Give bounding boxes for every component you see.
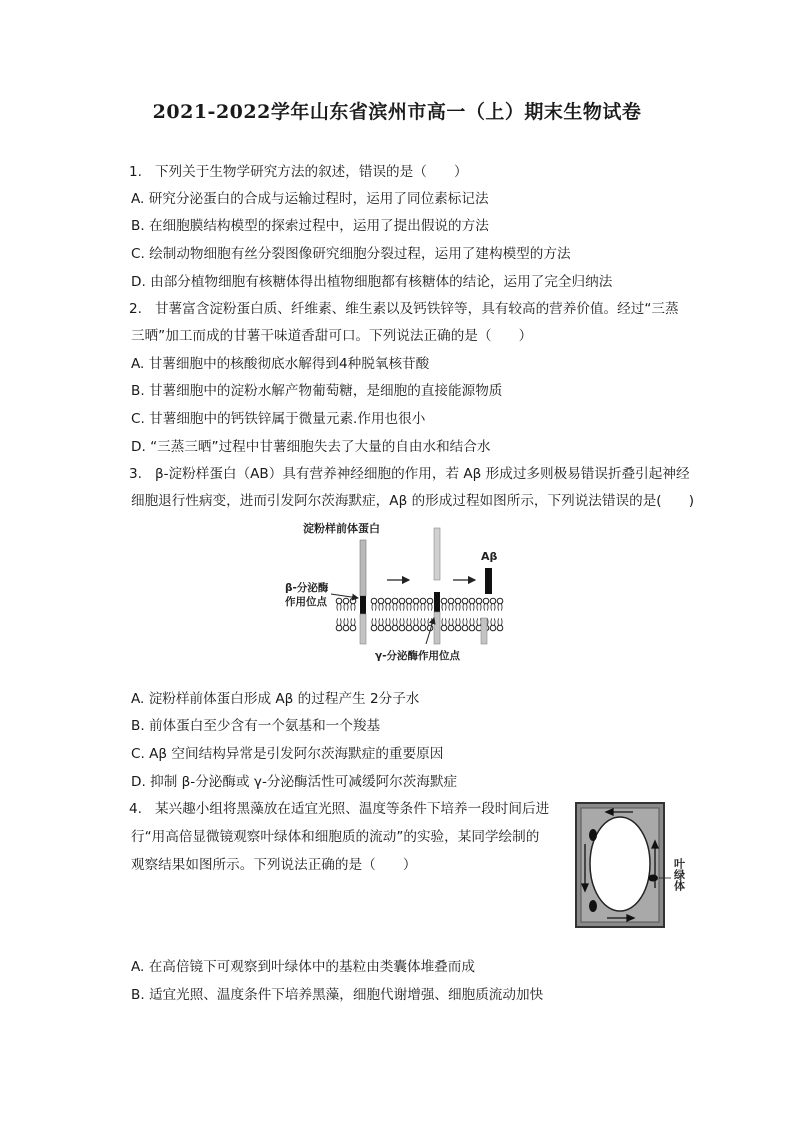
option-b: B. 在细胞膜结构模型的探索过程中，运用了提出假说的方法: [131, 218, 489, 234]
option-a: A. 在高倍镜下可观察到叶绿体中的基粒由类囊体堆叠而成: [131, 959, 475, 975]
option-a: A. 淀粉样前体蛋白形成 Aβ 的过程产生 2分子水: [131, 691, 420, 707]
option-b: B. 前体蛋白至少含有一个氨基和一个羧基: [131, 718, 381, 734]
option-d: D. 抑制 β-分泌酶或 γ-分泌酶活性可减缓阿尔茨海默症: [131, 774, 458, 790]
vacuole: [590, 817, 650, 911]
abeta-fragment: [485, 568, 492, 594]
app-processing-figure: [283, 518, 523, 666]
question-2-stem-cont: 三晒”加工而成的甘薯干味道香甜可口。下列说法正确的是（ ）: [131, 328, 533, 344]
precursor-label: 淀粉样前体蛋白: [303, 522, 380, 535]
question-4-stem-cont: 行“用高倍显微镜观察叶绿体和细胞质的流动”的实验，某同学绘制的: [131, 829, 540, 845]
page-title: 2021-2022学年山东省滨州市高一（上）期末生物试卷: [152, 101, 642, 123]
beta-site-label: 作用位点: [285, 596, 327, 608]
option-b: B. 甘薯细胞中的淀粉水解产物葡萄糖，是细胞的直接能源物质: [131, 383, 503, 399]
cell-cytoplasm-figure: [573, 800, 693, 932]
question-4-stem-cont: 观察结果如图所示。下列说法正确的是（ ）: [131, 857, 417, 873]
option-c: C. Aβ 空间结构异常是引发阿尔茨海默症的重要原因: [131, 746, 444, 762]
abeta-label: Aβ: [481, 550, 498, 563]
chloroplast: [589, 900, 597, 912]
option-d: D. 由部分植物细胞有核糖体得出植物细胞都有核糖体的结论，运用了完全归纳法: [131, 274, 613, 290]
beta-pointer-arrow: [331, 594, 358, 598]
beta-secretase-label: β-分泌酶: [285, 582, 329, 594]
chloroplast: [589, 829, 597, 841]
precursor-protein-cleaved: [434, 528, 440, 644]
chloroplast: [648, 875, 658, 882]
question-3-stem-cont: 细胞退行性病变，进而引发阿尔茨海默症，Aβ 的形成过程如图所示，下列说法错误的是( ): [131, 493, 695, 509]
question-text: 某兴趣小组将黑藻放在适宜光照、温度等条件下培养一段时间后进: [154, 801, 550, 817]
question-3-stem: [129, 465, 690, 483]
option-a: A. 研究分泌蛋白的合成与运输过程时，运用了同位素标记法: [131, 191, 489, 207]
option-d: D. “三蒸三晒”过程中甘薯细胞失去了大量的自由水和结合水: [131, 439, 491, 455]
question-2-stem: [129, 300, 679, 318]
question-4-stem: [129, 800, 549, 818]
question-1-stem: [129, 163, 468, 181]
question-number: 2.: [129, 301, 142, 317]
option-c: C. 甘薯细胞中的钙铁锌属于微量元素.作用也很小: [131, 411, 426, 427]
question-number: 3.: [129, 466, 142, 482]
question-number: 1.: [129, 164, 142, 180]
remaining-fragment: [481, 618, 487, 644]
gamma-pointer-arrow: [426, 618, 434, 644]
question-number: 4.: [129, 801, 142, 817]
gamma-site-label: γ-分泌酶作用位点: [375, 650, 461, 662]
option-a: A. 甘薯细胞中的核酸彻底水解得到4种脱氧核苷酸: [131, 356, 430, 372]
option-b: B. 适宜光照、温度条件下培养黑藻，细胞代谢增强、细胞质流动加快: [131, 987, 544, 1003]
option-c: C. 绘制动物细胞有丝分裂图像研究细胞分裂过程，运用了建构模型的方法: [131, 246, 571, 262]
precursor-protein-intact: [360, 540, 366, 644]
question-text: β-淀粉样蛋白（AB）具有营养神经细胞的作用，若 Aβ 形成过多则极易错误折叠引起神经: [154, 466, 690, 482]
question-text: 甘薯富含淀粉蛋白质、纤维素、维生素以及钙铁锌等，具有较高的营养价值。经过“三蒸: [154, 301, 679, 317]
chloroplast-label: 叶绿体: [672, 858, 686, 891]
question-text: 下列关于生物学研究方法的叙述，错误的是（ ）: [154, 164, 468, 180]
